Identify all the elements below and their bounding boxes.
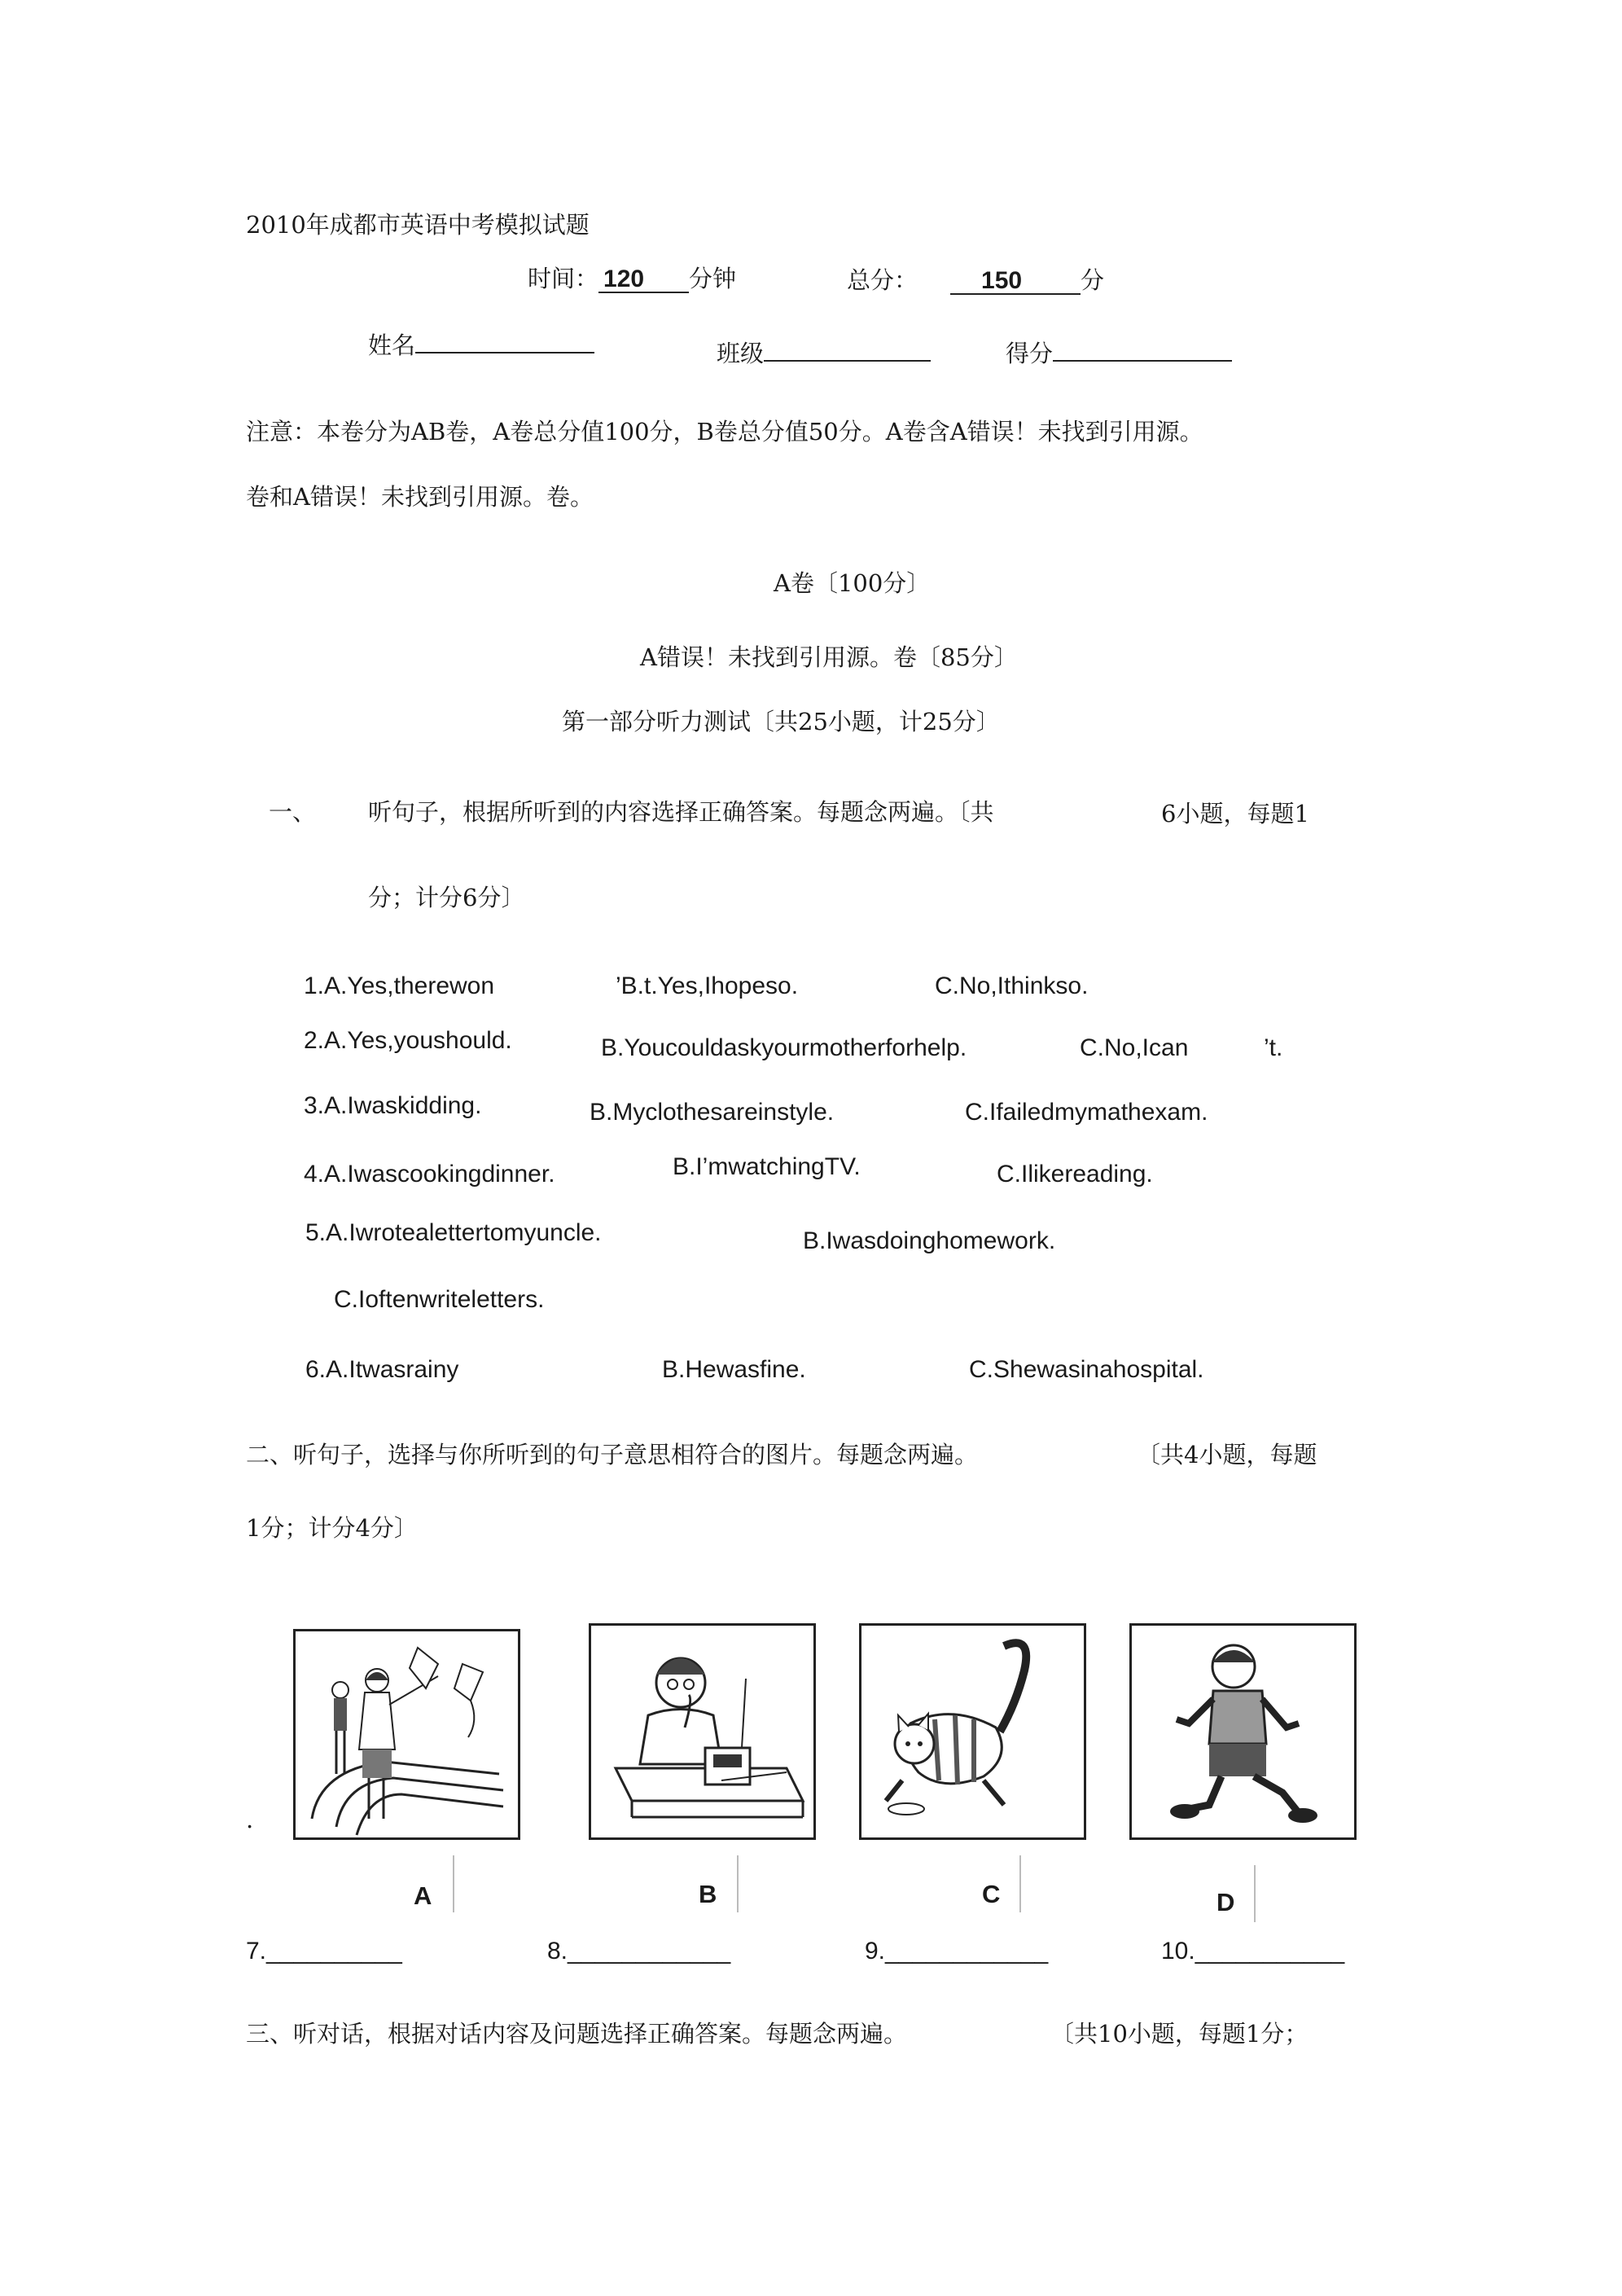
grade-field: 得分 bbox=[1006, 342, 1232, 366]
q3-instruction: 三、听对话，根据对话内容及问题选择正确答案。每题念两遍。 bbox=[246, 2020, 908, 2048]
picture-label-a: A bbox=[414, 1881, 432, 1910]
name-field: 姓名 bbox=[368, 334, 594, 358]
picture-label-d: D bbox=[1216, 1888, 1235, 1916]
q1-option: C.Ifailedmymathexam. bbox=[965, 1099, 1208, 1126]
notice-line-1: 注意：本卷分为AB卷，A卷总分值100分，B卷总分值50分。A卷含A错误！未找到引用源。 bbox=[246, 418, 1203, 446]
time-value: 120 bbox=[598, 267, 689, 293]
q2-instruction-2: 1分；计分4分〕 bbox=[246, 1514, 418, 1542]
children-with-kites-icon bbox=[296, 1631, 518, 1837]
q1-instruction-2: 分；计分6分〕 bbox=[368, 884, 525, 911]
score-value: 150 bbox=[950, 269, 1081, 295]
notice-line-2: 卷和A错误！未找到引用源。卷。 bbox=[246, 483, 594, 511]
q1-instruction: 听句子，根据所听到的内容选择正确答案。每题念两遍。〔共 bbox=[368, 798, 994, 826]
q1-option: B.Iwasdoinghomework. bbox=[803, 1227, 1056, 1254]
picture-label-c: C bbox=[982, 1880, 1001, 1908]
q1-option: B.Myclothesareinstyle. bbox=[590, 1099, 835, 1126]
dot: . bbox=[246, 1806, 254, 1833]
picture-a bbox=[293, 1629, 520, 1840]
q1-option: B.Youcouldaskyourmotherforhelp. bbox=[601, 1034, 967, 1061]
q1-option: B.I’mwatchingTV. bbox=[673, 1153, 861, 1180]
q1-option: ’t. bbox=[1264, 1034, 1283, 1061]
answer-blank-8[interactable]: 8.____________ bbox=[547, 1938, 731, 1965]
picture-c bbox=[859, 1623, 1086, 1840]
section-a-subtitle: A错误！未找到引用源。卷〔85分〕 bbox=[640, 643, 1018, 671]
q1-option: C.Shewasinahospital. bbox=[969, 1356, 1204, 1383]
q1-option: 1.A.Yes,therewon bbox=[304, 972, 495, 999]
cat-jumping-icon bbox=[861, 1626, 1084, 1837]
man-with-radio-icon bbox=[591, 1626, 813, 1837]
q2-instruction-right: 〔共4小题，每题 bbox=[1137, 1441, 1317, 1468]
q1-option: C.No,Ithinkso. bbox=[935, 972, 1089, 999]
q2-instruction: 二、听句子，选择与你所听到的句子意思相符合的图片。每题念两遍。 bbox=[246, 1441, 979, 1468]
picture-d bbox=[1129, 1623, 1357, 1840]
class-field: 班级 bbox=[717, 342, 931, 366]
q1-option: B.Hewasfine. bbox=[662, 1356, 806, 1383]
q1-instruction-right: 6小题，每题1 bbox=[1161, 800, 1309, 828]
answer-blank-10[interactable]: 10.___________ bbox=[1161, 1938, 1345, 1965]
q1-option: C.No,Ican bbox=[1080, 1034, 1189, 1061]
part1-title: 第一部分听力测试〔共25小题，计25分〕 bbox=[562, 708, 1000, 735]
q1-number: 一、 bbox=[269, 798, 317, 826]
picture-label-b: B bbox=[699, 1880, 717, 1908]
exam-title: 2010年成都市英语中考模拟试题 bbox=[246, 211, 590, 239]
section-a-title: A卷〔100分〕 bbox=[774, 569, 931, 597]
picture-b bbox=[589, 1623, 816, 1840]
q3-instruction-right: 〔共10小题，每题1分； bbox=[1050, 2020, 1309, 2048]
boy-running-icon bbox=[1132, 1626, 1354, 1837]
q1-option: 5.A.Iwrotealettertomyuncle. bbox=[305, 1219, 602, 1246]
q1-option: 2.A.Yes,youshould. bbox=[304, 1027, 512, 1054]
q1-option: 4.A.Iwascookingdinner. bbox=[304, 1161, 555, 1188]
answer-blank-9[interactable]: 9.____________ bbox=[865, 1938, 1049, 1965]
q1-option: 6.A.Itwasrainy bbox=[305, 1356, 459, 1383]
time-field: 时间： 120 分钟 bbox=[528, 265, 737, 292]
answer-blank-7[interactable]: 7.__________ bbox=[246, 1938, 402, 1965]
score-field: 总分： 150 分 bbox=[847, 266, 1105, 294]
q1-option: ’B.t.Yes,Ihopeso. bbox=[616, 972, 799, 999]
q1-option: 3.A.Iwaskidding. bbox=[304, 1092, 482, 1119]
q1-option: C.Ilikereading. bbox=[997, 1161, 1153, 1188]
q1-option: C.Ioftenwriteletters. bbox=[334, 1286, 545, 1313]
